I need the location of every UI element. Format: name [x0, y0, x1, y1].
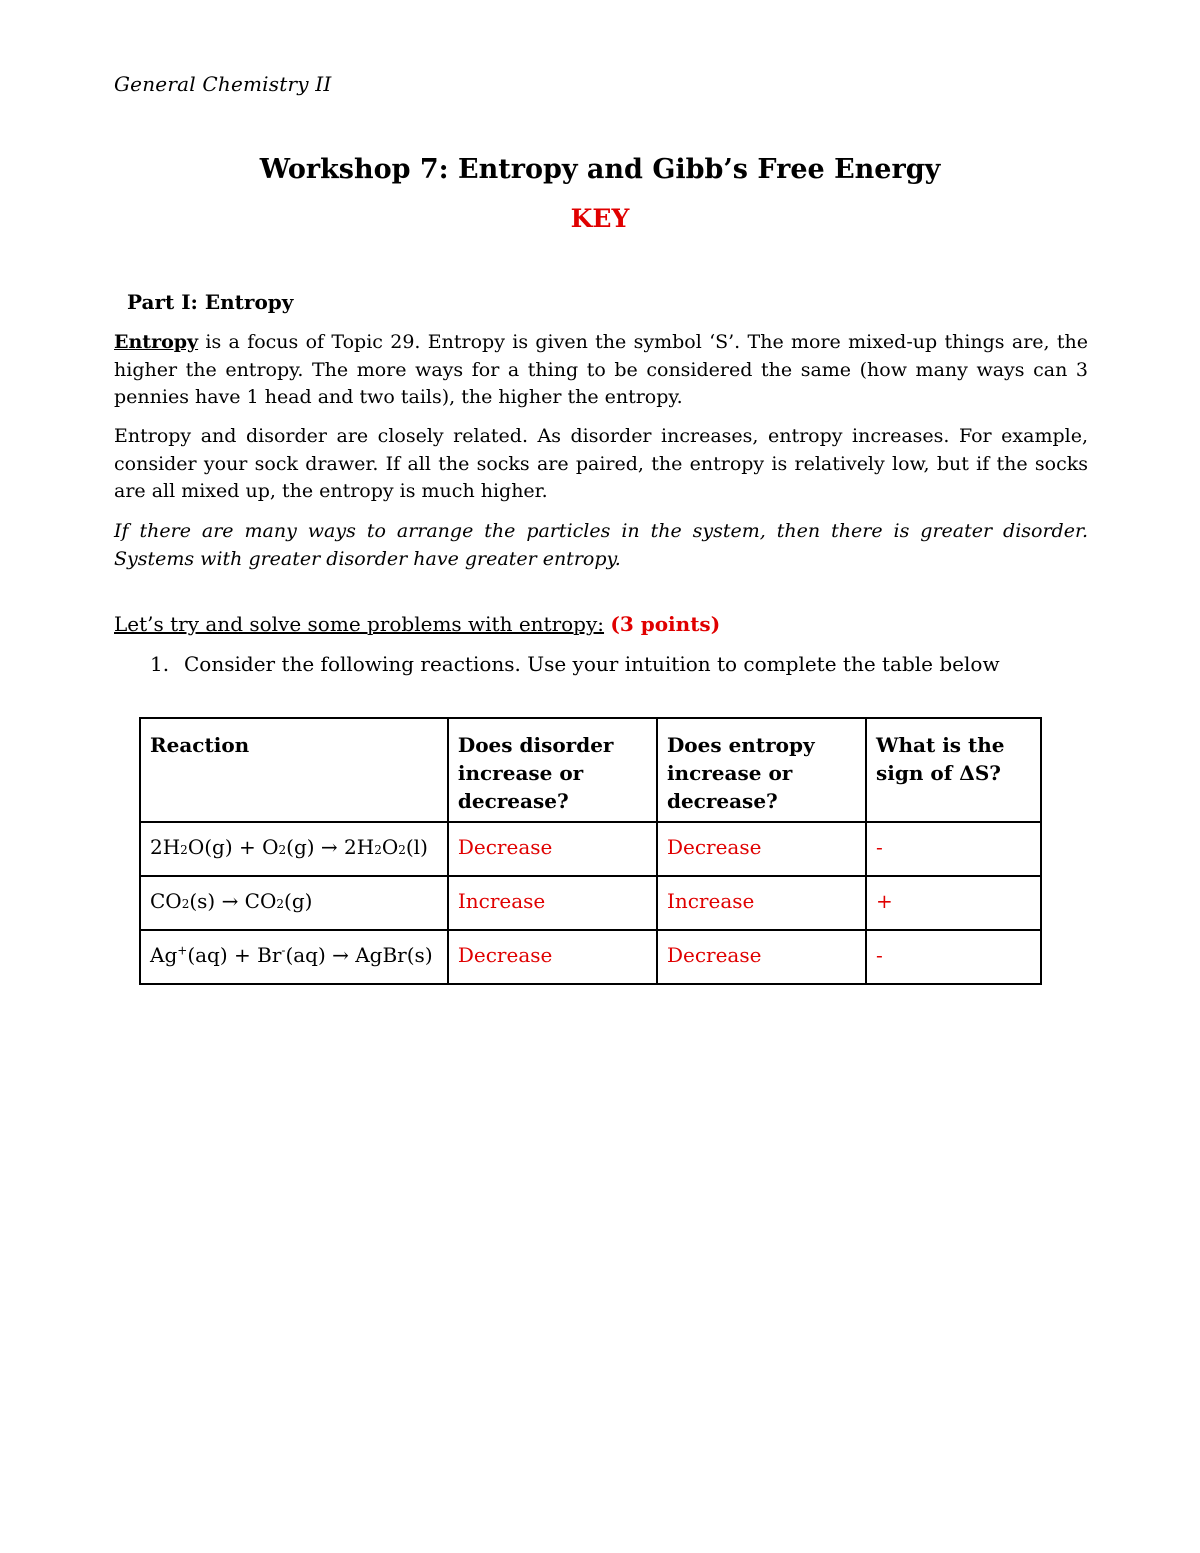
- task-line: [114, 612, 720, 636]
- reaction-table: [139, 717, 1042, 985]
- sign-answer: -: [866, 930, 1041, 984]
- key-label: KEY: [570, 204, 630, 233]
- table-row: [140, 876, 1041, 930]
- intro-paragraph-2: Entropy and disorder are closely related. As disorder increases, entropy increases. For example, consider your sock drawer. If all the socks are paired, the entropy is relatively low, but if the socks are all mixed up, the entropy is much higher.: [114, 425, 1088, 502]
- task-points: (3 points): [610, 612, 721, 636]
- entropy-answer: Decrease: [657, 930, 866, 984]
- header-entropy: Does entropy increase or decrease?: [657, 718, 866, 822]
- intro-paragraph-1-text: is a focus of Topic 29. Entropy is given the symbol ‘S’. The more mixed-up things are, the higher the entropy. The more ways for a thing to be considered the same (how many ways can 3 pennies have 1 head and two tails), the higher the entropy.: [114, 331, 1088, 408]
- task-lead: Let’s try and solve some problems with entropy:: [114, 612, 605, 636]
- question-1: [150, 652, 1000, 676]
- table-row: [140, 822, 1041, 876]
- document-title: Workshop 7: Entropy and Gibb’s Free Energy: [259, 154, 941, 185]
- header-disorder: Does disorder increase or decrease?: [448, 718, 657, 822]
- sign-answer: -: [866, 822, 1041, 876]
- header-reaction: Reaction: [140, 718, 448, 822]
- header-sign: What is the sign of ΔS?: [866, 718, 1041, 822]
- table-row: [140, 930, 1041, 984]
- part-heading: Part I: Entropy: [127, 290, 294, 314]
- question-number: 1.: [150, 652, 170, 676]
- disorder-answer: Decrease: [448, 822, 657, 876]
- question-text: Consider the following reactions. Use your intuition to complete the table below: [184, 652, 1000, 676]
- disorder-answer: Increase: [448, 876, 657, 930]
- intro-paragraph-1: [114, 329, 1088, 412]
- sign-answer: +: [866, 876, 1041, 930]
- entropy-term: Entropy: [114, 331, 199, 353]
- reaction-cell: CO2(s) → CO2(g): [140, 876, 448, 930]
- disorder-answer: Decrease: [448, 930, 657, 984]
- reaction-cell: Ag+(aq) + Br-(aq) → AgBr(s): [140, 930, 448, 984]
- table-header-row: [140, 718, 1041, 822]
- reaction-cell: 2H2O(g) + O2(g) → 2H2O2(l): [140, 822, 448, 876]
- intro-paragraph-3: If there are many ways to arrange the particles in the system, then there is greater disorder. Systems with greater disorder have greater entropy.: [114, 520, 1088, 570]
- entropy-answer: Decrease: [657, 822, 866, 876]
- entropy-answer: Increase: [657, 876, 866, 930]
- running-header: General Chemistry II: [114, 72, 332, 96]
